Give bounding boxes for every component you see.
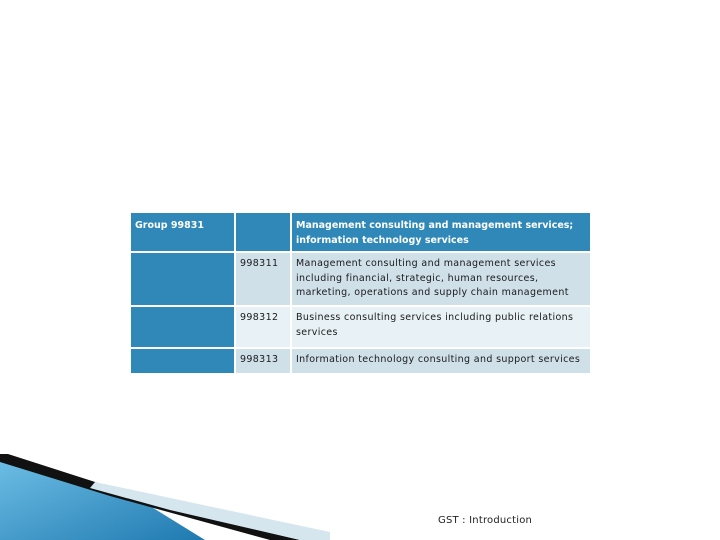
code-cell: 998311	[236, 253, 292, 307]
group-cell	[131, 307, 236, 349]
code-cell: 998313	[236, 349, 292, 375]
description-cell: Information technology consulting and support services	[292, 349, 590, 375]
group-cell	[131, 349, 236, 375]
group-cell	[131, 253, 236, 307]
gst-table	[131, 213, 590, 375]
description-cell: Management consulting and management services including financial, strategic, human resources, marketing, operations and supply chain management	[292, 253, 590, 307]
table-row	[131, 349, 590, 375]
description-cell: Business consulting services including public relations services	[292, 307, 590, 349]
slide-footer: GST : Introduction	[438, 515, 533, 526]
header-group-cell: Group 99831	[131, 213, 236, 253]
header-description-cell: Management consulting and management services; information technology services	[292, 213, 590, 253]
corner-decoration	[0, 440, 330, 540]
table-row	[131, 307, 590, 349]
table-row	[131, 253, 590, 307]
code-cell: 998312	[236, 307, 292, 349]
table-header-row	[131, 213, 590, 253]
header-code-cell	[236, 213, 292, 253]
